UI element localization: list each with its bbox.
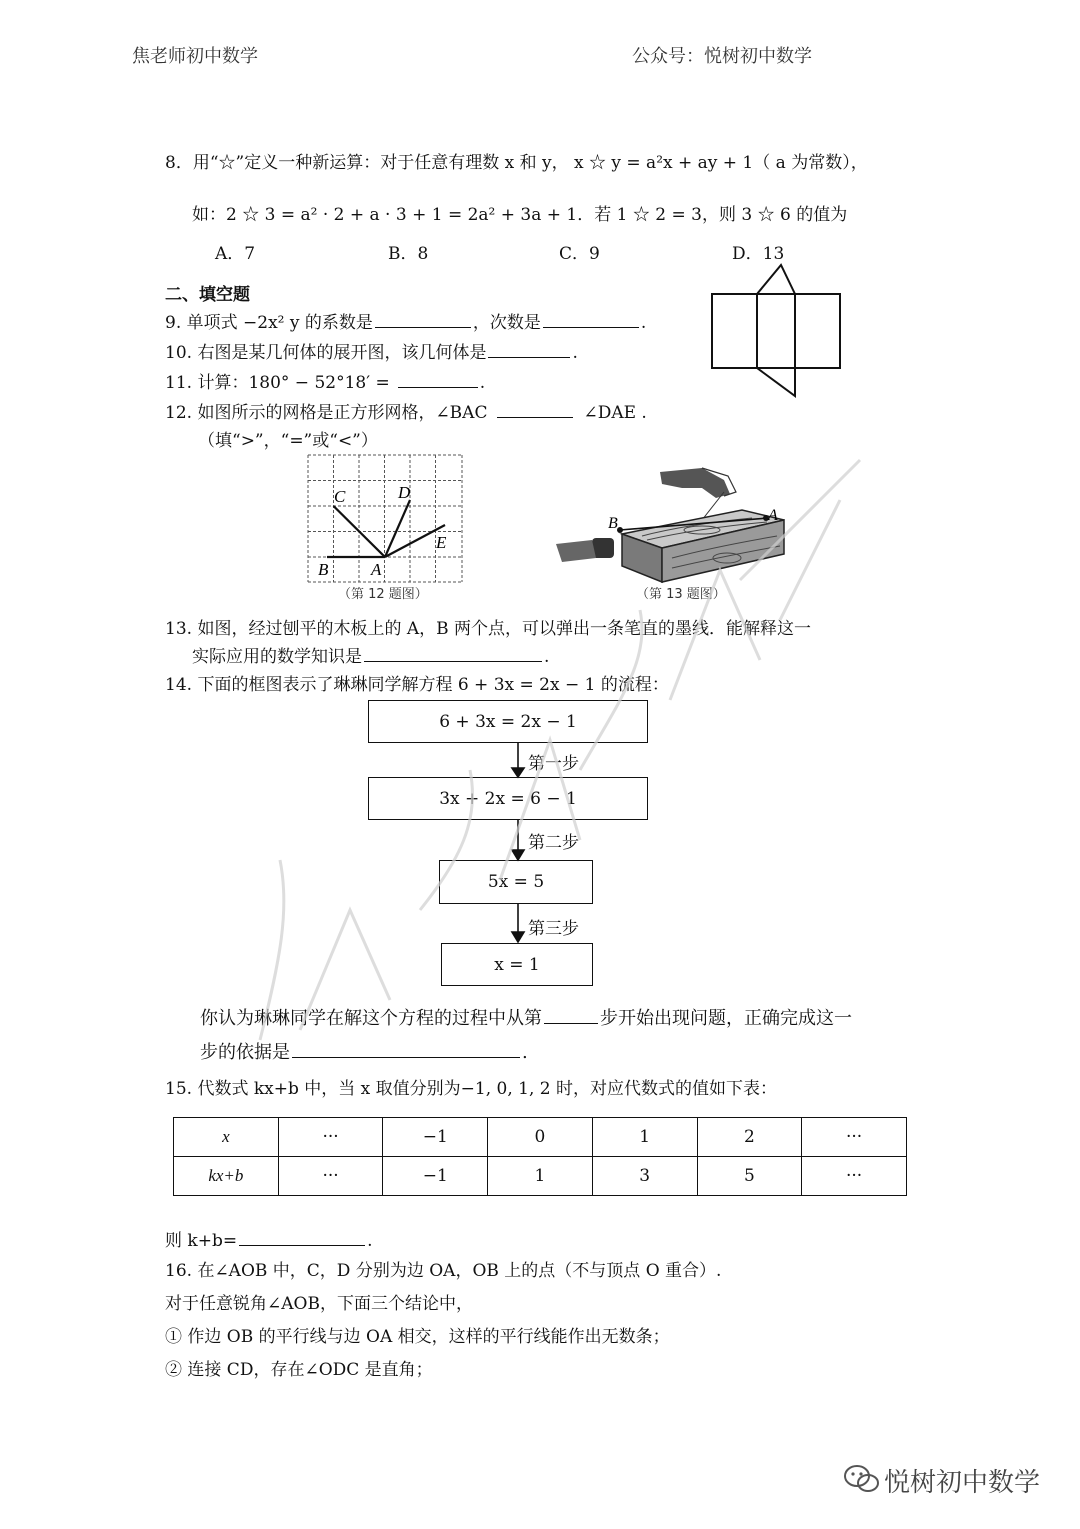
- section-title: 二、填空题: [165, 285, 250, 305]
- net-rect: [712, 294, 840, 368]
- q14-intro: 14. 下面的框图表示了琳琳同学解方程 6 + 3x = 2x − 1 的流程：: [165, 675, 669, 695]
- ray-ad: [385, 500, 410, 557]
- net-bottom-triangle: [757, 368, 795, 396]
- flow-box-4: x = 1: [441, 943, 593, 986]
- q15-answer-text: 则 k+b=: [165, 1231, 238, 1251]
- flow-box-2: 3x + 2x = 6 − 1: [368, 777, 648, 820]
- label-b: B: [318, 560, 329, 579]
- q8-line2: 如：2 ☆ 3 = a² · 2 + a · 3 + 1 = 2a² + 3a + 1．若 1 ☆ 2 = 3，则 3 ☆ 6 的值为: [192, 205, 848, 225]
- q16-item1: ① 作边 OB 的平行线与边 OA 相交，这样的平行线能作出无数条；: [165, 1327, 670, 1347]
- table-row-kxb: [174, 1157, 907, 1196]
- table-cell: ···: [278, 1157, 383, 1196]
- q13-end: .: [544, 647, 550, 667]
- board-figure: [552, 462, 792, 590]
- net-figure: [708, 262, 844, 402]
- arrow-3: [512, 932, 524, 942]
- table-cell: 2: [697, 1118, 802, 1157]
- hand-left: [556, 540, 596, 562]
- table-cell: −1: [383, 1157, 488, 1196]
- flow-arrows: [508, 742, 528, 944]
- q10: [165, 338, 578, 363]
- table-cell: kx+b: [174, 1157, 279, 1196]
- value-table: [173, 1117, 907, 1196]
- q8-option-c: C．9: [559, 244, 600, 264]
- step-1: 第一步: [528, 754, 579, 774]
- table-cell: ···: [802, 1157, 907, 1196]
- q14-end: .: [522, 1042, 528, 1063]
- table-row-x: [174, 1118, 907, 1157]
- q12-blank[interactable]: [497, 401, 573, 418]
- q16-item2: ② 连接 CD，存在∠ODC 是直角；: [165, 1360, 433, 1380]
- q11-blank[interactable]: [398, 371, 478, 388]
- q9-blank-2[interactable]: [543, 311, 639, 328]
- label-d: D: [398, 483, 411, 502]
- q13-blank[interactable]: [364, 645, 542, 662]
- net-top-triangle: [757, 265, 795, 294]
- q11-text: 11. 计算：180° − 52°18′ =: [165, 373, 390, 393]
- arrow-2: [512, 850, 524, 860]
- q9-mid: ，次数是: [472, 313, 541, 333]
- q9: [165, 308, 646, 333]
- fig12-caption: （第 12 题图）: [338, 587, 428, 602]
- q8-option-a: A．7: [215, 244, 256, 264]
- q9-blank-1[interactable]: [375, 311, 471, 328]
- q15-blank[interactable]: [239, 1229, 365, 1246]
- q15-intro: 15. 代数式 kx+b 中，当 x 取值分别为−1, 0, 1, 2 时，对应代数式的值如下表：: [165, 1079, 777, 1099]
- hand-top: [660, 468, 730, 498]
- q13-line2: [192, 642, 549, 667]
- fig13-caption: （第 13 题图）: [636, 587, 726, 602]
- table-cell: x: [174, 1118, 279, 1157]
- header-right: 公众号：悦树初中数学: [632, 46, 812, 67]
- step-2: 第二步: [528, 833, 579, 853]
- q11: [165, 368, 485, 393]
- label-a: A: [371, 560, 382, 579]
- arrow-1: [512, 768, 524, 777]
- q11-end: .: [479, 373, 486, 393]
- wechat-icon: [842, 1462, 882, 1496]
- table-cell: −1: [383, 1118, 488, 1157]
- q16-line1: 16. 在∠AOB 中，C，D 分别为边 OA，OB 上的点（不与顶点 O 重合）.: [165, 1261, 722, 1281]
- q15-end: .: [367, 1231, 373, 1251]
- q14-blank-step[interactable]: [544, 1007, 598, 1024]
- table-cell: 5: [697, 1157, 802, 1196]
- label-b13: B: [608, 515, 618, 532]
- q16-line2: 对于任意锐角∠AOB，下面三个结论中，: [165, 1294, 473, 1314]
- q12-post: ∠DAE .: [583, 403, 647, 423]
- table-cell: ···: [802, 1118, 907, 1157]
- q10-blank[interactable]: [488, 341, 570, 358]
- table-cell: ···: [278, 1118, 383, 1157]
- label-c: C: [334, 487, 346, 506]
- table-cell: 1: [488, 1157, 593, 1196]
- q14-q1b: 步开始出现问题，正确完成这一: [600, 1008, 852, 1029]
- q12-text: 12. 如图所示的网格是正方形网格，∠BAC: [165, 403, 488, 423]
- q10-end: .: [572, 343, 578, 363]
- q8-option-d: D．13: [732, 244, 785, 264]
- table-cell: 3: [592, 1157, 697, 1196]
- ray-ac: [334, 506, 386, 557]
- q14-q1a: 你认为琳琳同学在解这个方程的过程中从第: [200, 1008, 542, 1029]
- q9-text: 9. 单项式 −2x² y 的系数是: [165, 313, 373, 333]
- q8-line1: 8．用“☆”定义一种新运算：对于任意有理数 x 和 y， x ☆ y = a²x + ay + 1（ a 为常数），: [165, 153, 868, 173]
- q14-q2: 步的依据是: [200, 1042, 290, 1063]
- table-cell: 0: [488, 1118, 593, 1157]
- label-e: E: [436, 533, 447, 552]
- footer-brand: 悦树初中数学: [884, 1468, 1041, 1498]
- q14-blank-basis[interactable]: [292, 1041, 520, 1058]
- q9-end: .: [640, 313, 647, 333]
- q12-hint: （填“>”，“=”或“<”）: [198, 431, 378, 451]
- q14-question-1: [200, 1004, 852, 1030]
- q12: [165, 398, 647, 423]
- step-3: 第三步: [528, 919, 579, 939]
- flow-box-3: 5x = 5: [439, 860, 593, 904]
- grid-figure: [305, 452, 465, 600]
- header-left: 焦老师初中数学: [132, 46, 258, 67]
- flow-box-1: 6 + 3x = 2x − 1: [368, 700, 648, 743]
- table-cell: 1: [592, 1118, 697, 1157]
- q15-answer: [165, 1226, 372, 1251]
- q13-line1: 13. 如图，经过刨平的木板上的 A，B 两个点，可以弹出一条笔直的墨线．能解释这一: [165, 619, 812, 639]
- q14-question-2: [200, 1038, 528, 1064]
- label-a13: A: [768, 507, 778, 524]
- q8-option-b: B．8: [388, 244, 429, 264]
- q13-line2-text: 实际应用的数学知识是: [192, 647, 362, 667]
- q10-text: 10. 右图是某几何体的展开图，该几何体是: [165, 343, 487, 363]
